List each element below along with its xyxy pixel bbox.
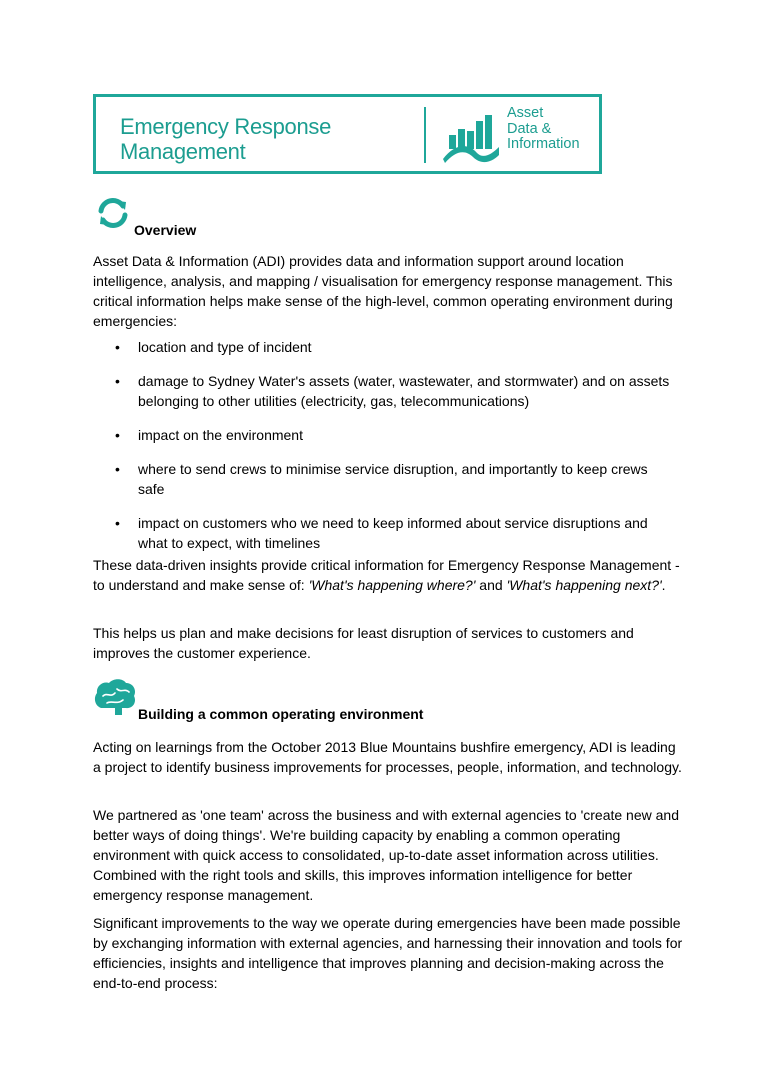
header-banner [93,94,602,174]
insights-paragraph: These data-driven insights provide critical information for Emergency Response Management - to understand and make sense of: 'What's happening where?' and 'What's happening next?'. [93,557,680,593]
list-item: • where to send crews to minimise service disruption, and importantly to keep crews safe [111,459,671,499]
adi-logo-text: Asset Data & Information [507,105,580,152]
plan-paragraph: This helps us plan and make decisions for least disruption of services to customers and improves the customer experience. [93,625,634,661]
common-env-p3: Significant improvements to the way we operate during emergencies have been made possible by exchanging information with external agencies, and harnessing their innovation and tools for efficiencies, insights and intelligence that improves planning and decision-making across the end-to-end process: [93,915,683,991]
overview-intro: Asset Data & Information (ADI) provides data and information support around location intelligence, analysis, and mapping / visualisation for emergency response management. This critical information helps make sense of the high-level, common operating environment during emergencies: [93,253,673,329]
banner-title: Emergency Response Management [120,114,332,164]
question-next: 'What's happening next?' [506,577,662,593]
overview-bullet-list [111,337,671,567]
common-env-p1: Acting on learnings from the October 2013 Blue Mountains bushfire emergency, ADI is leading a project to identify business improvements for processes, people, information, and technology. [93,739,682,775]
adi-logo-icon [443,113,499,163]
list-item: • impact on the environment [111,425,671,445]
list-item: • impact on customers who we need to keep informed about service disruptions and what to expect, with timelines [111,513,671,553]
overview-heading: Overview [134,222,197,238]
list-item: • damage to Sydney Water's assets (water, wastewater, and stormwater) and on assets belonging to other utilities (electricity, gas, telecommunications) [111,371,671,411]
brain-icon [93,678,137,716]
common-env-p2: We partnered as 'one team' across the business and with external agencies to 'create new and better ways of doing things'. We're building capacity by enabling a common operating environment with quick access to consolidated, up-to-date asset information across utilities. Combined with the right tools and skills, this improves information intelligence for better emergency response management. [93,807,679,903]
common-env-heading: Building a common operating environment [138,706,424,722]
list-item: • location and type of incident [111,337,671,357]
question-where: 'What's happening where?' [308,577,476,593]
refresh-icon [96,196,130,230]
banner-divider [424,107,426,163]
